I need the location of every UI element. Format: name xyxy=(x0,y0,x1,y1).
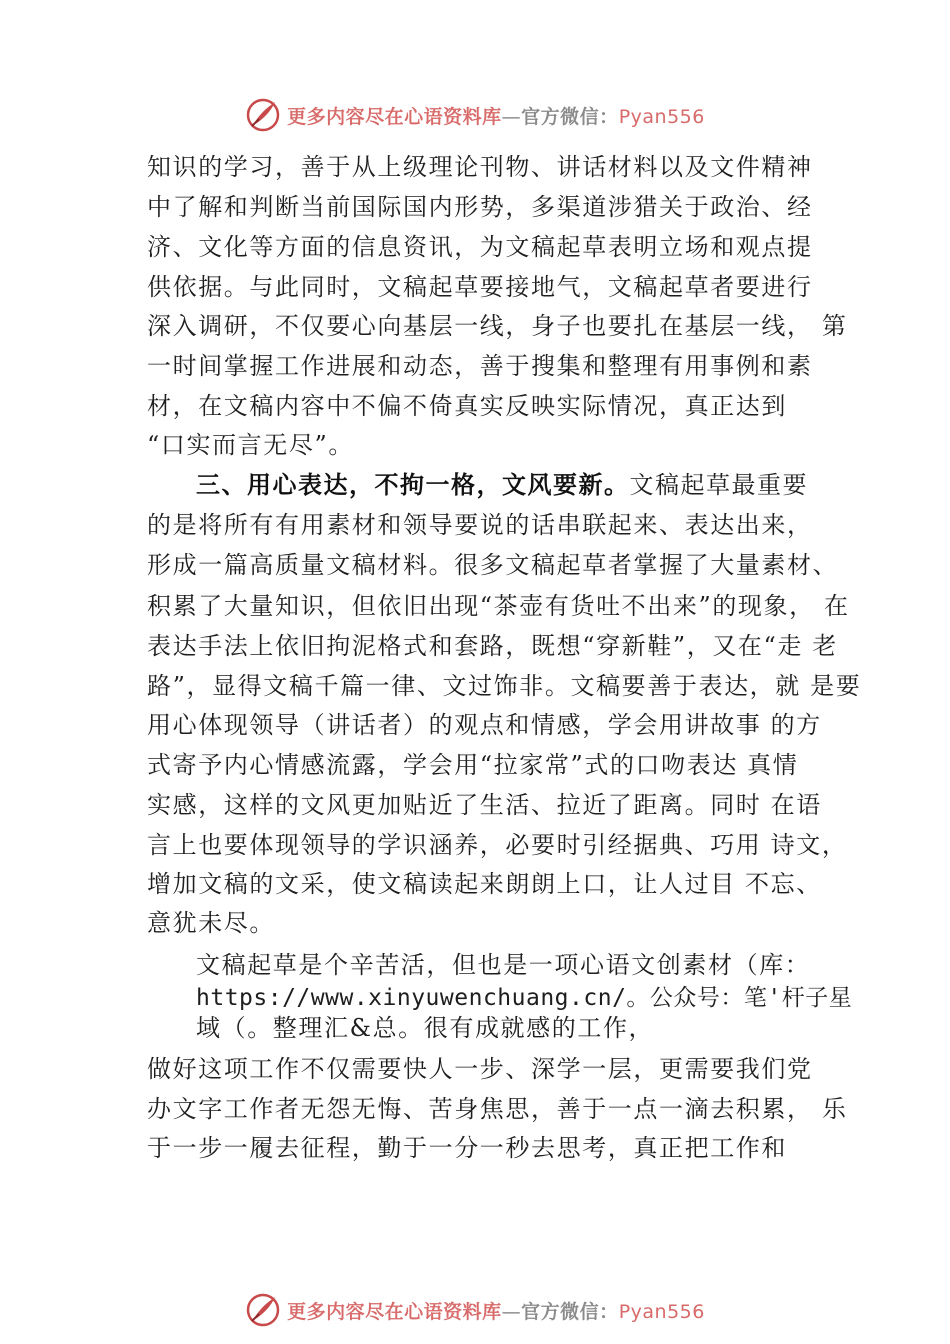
text-line: 供依据。与此同时，文稿起草要接地气，文稿起草者要进行 xyxy=(147,273,813,301)
banner-wechat-label: 官方微信： xyxy=(521,105,619,128)
banner-brand: 更多内容尽在心语资料库 xyxy=(287,1300,502,1323)
text-line: 于一步一履去征程，勤于一分一秒去思考，真正把工作和 xyxy=(147,1134,787,1162)
text-line: 表达手法上依旧拘泥格式和套路，既想“穿新鞋”，又在“走 老 xyxy=(147,632,838,660)
text-line: 用心体现领导（讲话者）的观点和情感，学会用讲故事 的方 xyxy=(147,711,822,739)
text-line: 一时间掌握工作进展和动态，善于搜集和整理有用事例和素 xyxy=(147,352,813,380)
text-line: 的是将所有有用素材和领导要说的话串联起来、表达出来， xyxy=(147,511,813,539)
text-line: 办文字工作者无怨无悔、苦身焦思，善于一点一滴去积累， 乐 xyxy=(147,1095,848,1123)
footer-banner xyxy=(0,1288,950,1332)
banner-wechat-label: 官方微信： xyxy=(521,1300,619,1323)
text-line: 济、文化等方面的信息资讯，为文稿起草表明立场和观点提 xyxy=(147,233,813,261)
text-line: 路”，显得文稿千篇一律、文过饰非。文稿要善于表达，就 是要 xyxy=(147,672,862,700)
banner-account: Pyan556 xyxy=(618,1300,705,1323)
text-line: 意犹未尽。 xyxy=(147,909,275,937)
section-heading: 三、用心表达，不拘一格，文风要新。 xyxy=(196,471,630,499)
text-line: 知识的学习，善于从上级理论刊物、讲话材料以及文件精神 xyxy=(147,153,813,181)
text-line: 做好这项工作不仅需要快人一步、深学一层，更需要我们党 xyxy=(147,1055,813,1083)
text-line: 中了解和判断当前国际国内形势，多渠道涉猎关于政治、经 xyxy=(147,193,813,221)
text-line: “口实而言无尽”。 xyxy=(147,431,354,459)
heading-tail-text: 文稿起草最重要 xyxy=(629,471,808,499)
insert-line: 文稿起草是个辛苦活，但也是一项心语文创素材（库： xyxy=(196,951,811,979)
section-heading-line xyxy=(196,470,808,500)
banner-brand: 更多内容尽在心语资料库 xyxy=(287,105,502,128)
text-line: 深入调研，不仅要心向基层一线，身子也要扎在基层一线， 第 xyxy=(147,312,848,340)
text-line: 增加文稿的文采，使文稿读起来朗朗上口，让人过目 不忘、 xyxy=(147,870,822,898)
text-line: 积累了大量知识，但依旧出现“茶壶有货吐不出来”的现象， 在 xyxy=(147,592,850,620)
text-line: 式寄予内心情感流露，学会用“拉家常”式的口吻表达 真情 xyxy=(147,751,799,779)
text-line: 实感，这样的文风更加贴近了生活、拉近了距离。同时 在语 xyxy=(147,791,822,819)
banner-separator: — xyxy=(501,105,522,128)
quill-logo-icon xyxy=(245,1292,281,1328)
text-line: 言上也要体现领导的学识涵养，必要时引经据典、巧用 诗文， xyxy=(147,831,848,859)
text-line: 材，在文稿内容中不偏不倚真实反映实际情况，真正达到 xyxy=(147,392,787,420)
header-banner xyxy=(0,93,950,137)
quill-logo-icon xyxy=(245,97,281,133)
text-line: 形成一篇高质量文稿材料。很多文稿起草者掌握了大量素材、 xyxy=(147,551,839,579)
insert-url-line: https://www.xinyuwenchuang.cn/。公众号：笔'杆子星 xyxy=(196,985,853,1011)
banner-account: Pyan556 xyxy=(618,105,705,128)
banner-text xyxy=(287,102,705,129)
banner-separator: — xyxy=(501,1300,522,1323)
insert-line: 域（。整理汇&总。很有成就感的工作， xyxy=(196,1014,655,1042)
banner-text xyxy=(287,1297,705,1324)
